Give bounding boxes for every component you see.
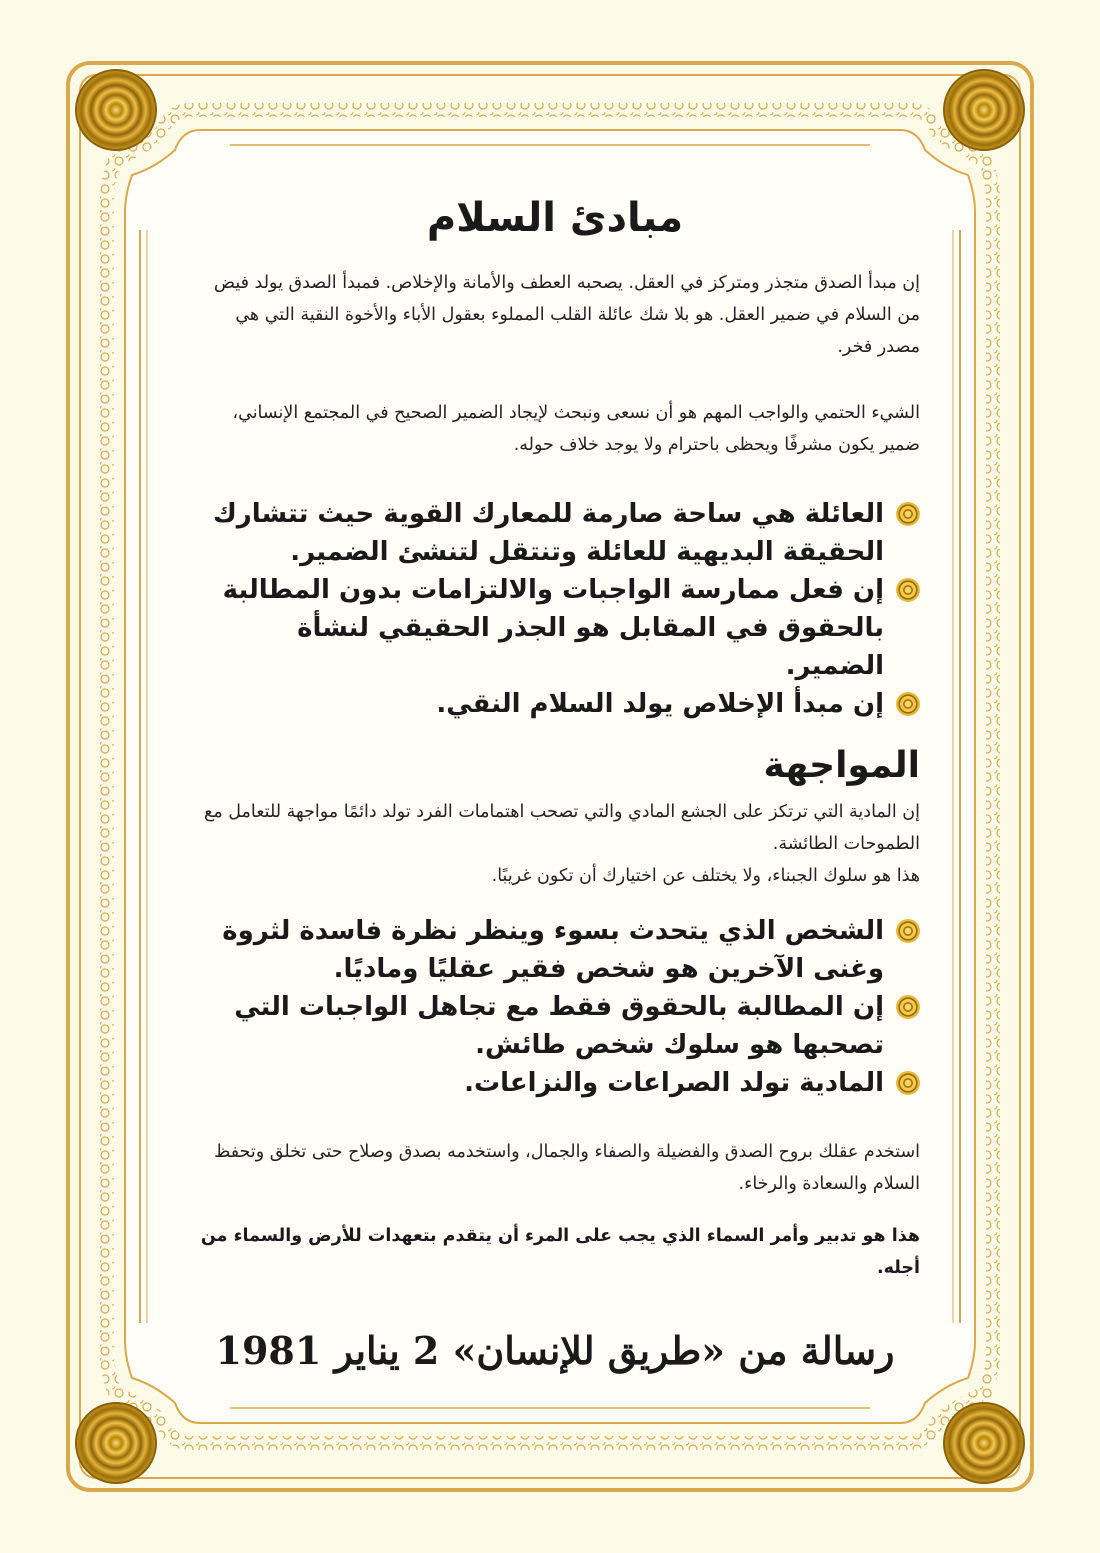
signature-line: رسالة من «طريق للإنسان» 2 يناير 1981 bbox=[215, 1328, 895, 1373]
paragraph-cowards: هذا هو سلوك الجبناء، ولا يختلف عن اختيارك أن تكون غريبًا. bbox=[491, 866, 920, 886]
bullet-list-confrontation bbox=[190, 912, 920, 1102]
paragraph-conscience: الشيء الحتمي والواجب المهم هو أن نسعى ونبحث لإيجاد الضمير الصحيح في المجتمع الإنساني، ضمير يكون مشرفًا ويحظى باحترام ولا يوجد خلاف حوله. bbox=[232, 403, 920, 455]
gold-coin-bullet-icon bbox=[896, 995, 920, 1019]
paragraph-use-mind: استخدم عقلك بروح الصدق والفضيلة والصفاء والجمال، واستخدمه بصدق وصلاح حتى تخلق وتحفظ السلام والسعادة والرخاء. bbox=[214, 1142, 920, 1194]
gold-coin-bullet-icon bbox=[896, 502, 920, 526]
corner-medallion-bottom-left bbox=[76, 1403, 156, 1483]
document-body bbox=[190, 195, 920, 1373]
bullet-list-peace bbox=[190, 495, 920, 723]
gold-coin-bullet-icon bbox=[896, 1071, 920, 1095]
bullet-item bbox=[190, 571, 920, 685]
bullet-item bbox=[190, 685, 920, 723]
section-title-confrontation: المواجهة bbox=[763, 745, 920, 786]
gold-coin-bullet-icon bbox=[896, 919, 920, 943]
gold-coin-bullet-icon bbox=[896, 578, 920, 602]
corner-medallion-top-left bbox=[76, 70, 156, 150]
bullet-item bbox=[190, 495, 920, 571]
bullet-text: إن المطالبة بالحقوق فقط مع تجاهل الواجبات التي تصحبها هو سلوك شخص طائش. bbox=[234, 992, 884, 1060]
bullet-item bbox=[190, 988, 920, 1064]
corner-medallion-top-right bbox=[944, 70, 1024, 150]
bullet-text: العائلة هي ساحة صارمة للمعارك القوية حيث تتشارك الحقيقة البديهية للعائلة وتنتقل لتنشئ الضمير. bbox=[212, 499, 884, 567]
bullet-text: المادية تولد الصراعات والنزاعات. bbox=[464, 1068, 884, 1098]
bullet-item bbox=[190, 1064, 920, 1102]
corner-medallion-bottom-right bbox=[944, 1403, 1024, 1483]
bullet-text: إن مبدأ الإخلاص يولد السلام النقي. bbox=[436, 689, 884, 719]
gold-coin-bullet-icon bbox=[896, 692, 920, 716]
section-title-peace-principles: مبادئ السلام bbox=[426, 195, 684, 241]
paragraph-materialism: إن المادية التي ترتكز على الجشع المادي والتي تصحب اهتمامات الفرد تولد دائمًا مواجهة للتعامل مع الطموحات الطائشة. bbox=[204, 802, 920, 854]
bullet-text: الشخص الذي يتحدث بسوء وينظر نظرة فاسدة لثروة وغنى الآخرين هو شخص فقير عقليًا وماديًا. bbox=[222, 916, 884, 984]
paragraph-truth-principle: إن مبدأ الصدق متجذر ومتركز في العقل. يصحبه العطف والأمانة والإخلاص. فمبدأ الصدق يولد فيض من السلام في ضمير العقل. هو بلا شك عائلة القلب المملوء بعقول الأباء والأخوة النقية التي هي مصدر فخر. bbox=[213, 273, 920, 357]
bullet-item bbox=[190, 912, 920, 988]
paragraph-heaven-command: هذا هو تدبير وأمر السماء الذي يجب على المرء أن يتقدم بتعهدات للأرض والسماء من أجله. bbox=[200, 1226, 920, 1278]
bullet-text: إن فعل ممارسة الواجبات والالتزامات بدون المطالبة بالحقوق في المقابل هو الجذر الحقيقي لنشأة الضمير. bbox=[222, 575, 884, 681]
